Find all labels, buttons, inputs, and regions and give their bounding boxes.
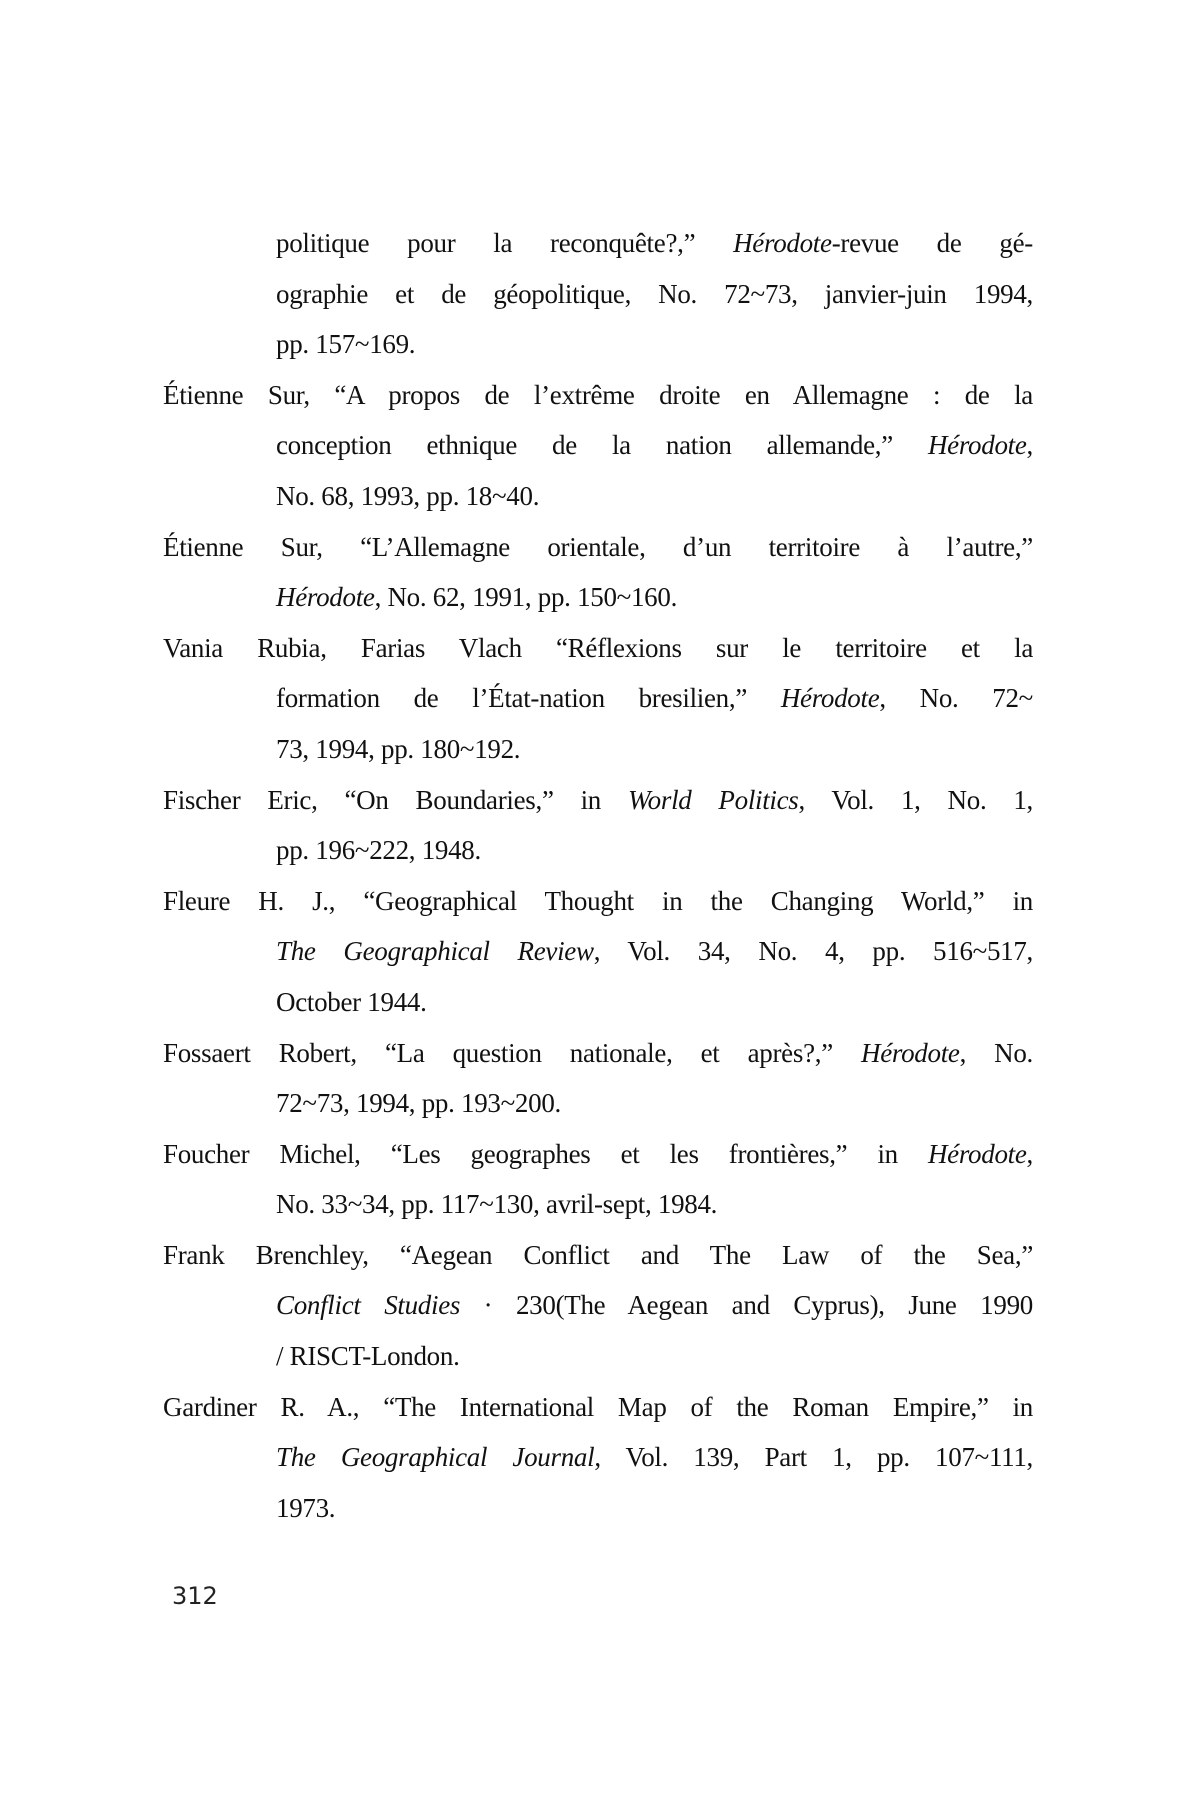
bibliography-entry [163,218,1033,370]
bibliography-entry [163,775,1033,876]
entry-line [276,1280,1033,1331]
citation-text: , Vol. 1, No. 1, [798,784,1033,815]
citation-text: October 1944. [276,986,427,1017]
bibliography-entry [163,370,1033,522]
citation-text: 73, 1994, pp. 180~192. [276,733,521,764]
bibliography-entry [163,876,1033,1028]
entry-line [163,522,1033,573]
citation-text: 1973. [276,1492,336,1523]
citation-text: No. 68, 1993, pp. 18~40. [276,480,540,511]
citation-text: / RISCT-London. [276,1341,460,1372]
publication-title: Hérodote [733,228,832,258]
citation-text: conception ethnique de la nation allemande,” [276,430,928,461]
citation-text: Fleure H. J., “Geographical Thought in the Changing World,” in [163,885,1033,916]
publication-title: The Geographical Journal [276,1442,595,1473]
entry-line [276,825,1033,876]
bibliography-entry [163,1382,1033,1534]
entry-line [163,1129,1033,1180]
entry-line [276,471,1033,522]
publication-title: Conflict Studies [276,1290,461,1321]
entry-line [276,319,1033,370]
publication-title: Hérodote [276,582,375,613]
citation-text: formation de l’État-nation bresilien,” [276,683,781,714]
entry-line [163,1382,1033,1433]
citation-text: politique pour la reconquête?,” [276,228,734,258]
entry-line [276,1078,1033,1129]
citation-text: Gardiner R. A., “The International Map of the Roman Empire,” in [163,1391,1033,1422]
citation-text: No. 33~34, pp. 117~130, avril-sept, 1984. [276,1189,718,1220]
publication-title: Hérodote [861,1037,960,1068]
bibliography-entry [163,522,1033,623]
citation-text: -revue de gé- [831,228,1033,258]
entry-line [276,1432,1033,1483]
entry-line [276,1483,1033,1534]
entry-line [276,926,1033,977]
entry-line [163,1230,1033,1281]
entry-line [276,420,1033,471]
citation-text: ographie et de géopolitique, No. 72~73, janvier-juin 1994, [276,278,1033,309]
citation-text: , No. 72~ [879,683,1033,714]
citation-text: Étienne Sur, “L’Allemagne orientale, d’un territoire à l’autre,” [163,531,1033,562]
bibliography-list [163,218,1033,1533]
bibliography-entry [163,623,1033,775]
entry-line [276,269,1033,320]
citation-text: Frank Brenchley, “Aegean Conflict and The Law of the Sea,” [163,1239,1033,1270]
publication-title: Hérodote [927,430,1027,461]
citation-text: , [1026,1138,1033,1169]
publication-title: Hérodote [927,1138,1027,1169]
citation-text: Vania Rubia, Farias Vlach “Réflexions sur le territoire et la [163,632,1033,663]
page-number: 312 [172,1582,218,1610]
bibliography-entry [163,1129,1033,1230]
entry-line [163,1028,1033,1079]
publication-title: Hérodote [780,683,880,714]
entry-line [276,1331,1033,1382]
entry-line [163,370,1033,421]
citation-text: 72~73, 1994, pp. 193~200. [276,1088,561,1119]
citation-text: Fischer Eric, “On Boundaries,” in [163,784,628,815]
citation-text: , No. [959,1037,1033,1068]
publication-title: World Politics [627,784,799,815]
publication-title: The Geographical Review [276,936,594,967]
entry-line [163,775,1033,826]
citation-text: , Vol. 139, Part 1, pp. 107~111, [594,1442,1033,1473]
entry-line [163,623,1033,674]
citation-text: · 230(The Aegean and Cyprus), June 1990 [460,1290,1033,1321]
citation-text: Fossaert Robert, “La question nationale, et après?,” [163,1037,862,1068]
citation-text: Foucher Michel, “Les geographes et les frontières,” in [163,1138,928,1169]
citation-text: pp. 157~169. [276,329,416,360]
bibliography-entry [163,1028,1033,1129]
citation-text: Étienne Sur, “A propos de l’extrême droite en Allemagne : de la [163,379,1033,410]
citation-text: pp. 196~222, 1948. [276,835,481,866]
citation-text: , Vol. 34, No. 4, pp. 516~517, [593,936,1033,967]
entry-line [276,1179,1033,1230]
entry-line [276,572,1033,623]
entry-line [163,876,1033,927]
entry-line [276,673,1033,724]
entry-line [276,977,1033,1028]
entry-line [276,218,1033,269]
entry-line [276,724,1033,775]
bibliography-entry [163,1230,1033,1382]
citation-text: , [1026,430,1033,461]
citation-text: , No. 62, 1991, pp. 150~160. [374,582,678,613]
